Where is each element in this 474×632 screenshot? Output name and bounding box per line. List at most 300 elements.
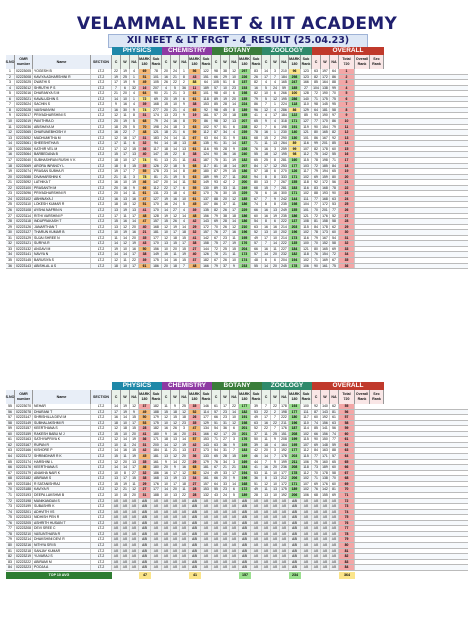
score-cell: 19 xyxy=(130,437,139,442)
score-cell: AB xyxy=(239,504,251,509)
serial-number: 27 xyxy=(6,214,15,219)
serial-number: 8 xyxy=(6,108,15,113)
score-cell: 4 xyxy=(180,208,189,213)
score-cell: 10 xyxy=(271,230,280,235)
score-cell: 16 xyxy=(262,421,271,426)
score-cell: AB xyxy=(130,526,139,531)
score-cell: 80 xyxy=(251,180,262,185)
score-cell: 76 xyxy=(212,460,221,465)
score-cell: AB xyxy=(262,504,271,509)
score-cell: 20 xyxy=(130,225,139,230)
score-cell: 277 xyxy=(151,108,162,113)
score-cell: 23 xyxy=(221,236,230,241)
student-name: SATHYAPRIYA K xyxy=(33,437,91,442)
score-cell: 270 xyxy=(280,169,289,174)
score-cell: 72 xyxy=(139,97,151,102)
score-cell: AB xyxy=(151,565,162,570)
score-cell: 71 xyxy=(330,158,339,163)
score-cell: 2 xyxy=(271,410,280,415)
score-cell: 10 xyxy=(230,258,239,263)
score-cell: 91 xyxy=(151,158,162,163)
result-table-1 xyxy=(5,47,468,268)
score-cell: 68 xyxy=(312,493,321,498)
score-cell: 123 xyxy=(301,75,312,80)
score-cell: 67 xyxy=(212,258,221,263)
score-cell: AB xyxy=(221,532,230,537)
score-cell: 25 xyxy=(262,158,271,163)
score-cell: AB xyxy=(330,549,339,554)
score-cell: 198 xyxy=(289,202,301,207)
score-cell: 90 xyxy=(312,437,321,442)
score-cell: 02223222 xyxy=(15,559,32,564)
score-cell: 58 xyxy=(330,241,339,246)
score-cell: 192 xyxy=(321,415,330,420)
score-cell: 8 xyxy=(262,175,271,180)
score-cell: 17 xyxy=(171,482,180,487)
score-cell: 17 xyxy=(130,465,139,470)
score-cell: 10 xyxy=(121,247,130,252)
score-cell: AB xyxy=(230,504,239,509)
score-cell: 24 xyxy=(171,69,180,74)
score-cell: AB xyxy=(171,543,180,548)
score-cell: LT-2 xyxy=(91,487,112,492)
score-cell: 78 xyxy=(151,69,162,74)
score-cell: 189 xyxy=(201,175,212,180)
score-cell: 170 xyxy=(151,202,162,207)
score-cell: 8 xyxy=(130,113,139,118)
score-cell: 43 xyxy=(139,241,151,246)
score-cell: 14 xyxy=(121,236,130,241)
score-cell: 61 xyxy=(189,147,201,152)
score-cell: AB xyxy=(271,565,280,570)
score-cell: 117 xyxy=(151,147,162,152)
score-cell: 5 xyxy=(180,175,189,180)
score-cell: 168 xyxy=(239,482,251,487)
score-cell: AB xyxy=(251,499,262,504)
student-name: BARUSIYA S xyxy=(33,258,91,263)
score-cell: 14 xyxy=(271,241,280,246)
score-cell: 117 xyxy=(301,169,312,174)
score-cell: AB xyxy=(271,543,280,548)
score-cell: 19 xyxy=(162,214,171,219)
serial-number: 76 xyxy=(6,521,15,526)
score-cell: 17 xyxy=(112,141,121,146)
score-cell: 7 xyxy=(262,125,271,130)
score-cell: 56 xyxy=(339,410,355,415)
score-cell: 02223141 xyxy=(15,252,32,257)
score-cell: 12 xyxy=(171,443,180,448)
score-cell: 15 xyxy=(230,454,239,459)
score-cell: 55 xyxy=(212,487,221,492)
score-cell: LT-2 xyxy=(91,410,112,415)
score-cell: 3 xyxy=(180,125,189,130)
score-cell: 155 xyxy=(239,113,251,118)
score-cell: 69 xyxy=(139,69,151,74)
score-cell: AB xyxy=(330,515,339,520)
score-cell: 45 xyxy=(139,454,151,459)
score-cell: 82 xyxy=(212,208,221,213)
score-cell: AB xyxy=(151,504,162,509)
score-cell: 13 xyxy=(230,119,239,124)
score-cell: 21 xyxy=(139,230,151,235)
score-cell: 45 xyxy=(221,108,230,113)
score-cell: 35 xyxy=(189,404,201,409)
score-cell: 58 xyxy=(330,219,339,224)
student-name: KAVIYA R xyxy=(33,487,91,492)
score-cell: 16 xyxy=(262,208,271,213)
score-cell: AB xyxy=(201,549,212,554)
score-cell: 15 xyxy=(112,482,121,487)
score-cell: 9 xyxy=(262,119,271,124)
score-cell: 39 xyxy=(139,258,151,263)
score-cell: 7 xyxy=(130,169,139,174)
score-cell: 21 xyxy=(171,75,180,80)
score-cell: 45 xyxy=(189,202,201,207)
score-cell: LT-2 xyxy=(91,208,112,213)
score-cell: 11 xyxy=(162,448,171,453)
score-cell: 70 xyxy=(189,119,201,124)
serial-number: 77 xyxy=(6,526,15,531)
score-cell: 27 xyxy=(221,230,230,235)
score-cell: 61 xyxy=(189,97,201,102)
score-cell: 79 xyxy=(212,264,221,269)
score-cell: 02223088 xyxy=(15,174,32,179)
score-cell: 02223040 xyxy=(15,157,32,162)
serial-number: 22 xyxy=(6,186,15,191)
score-cell: 88 xyxy=(330,80,339,85)
score-cell: 31 xyxy=(139,113,151,118)
score-cell: 43 xyxy=(189,75,201,80)
score-cell: 116 xyxy=(201,147,212,152)
score-cell: 10 xyxy=(121,432,130,437)
score-cell: 131 xyxy=(151,191,162,196)
score-cell: 26 xyxy=(251,75,262,80)
score-cell: 85 xyxy=(301,113,312,118)
score-cell: 85 xyxy=(330,141,339,146)
score-cell: 10 xyxy=(162,482,171,487)
score-cell: 42 xyxy=(189,219,201,224)
score-cell: 97 xyxy=(330,113,339,118)
score-cell: 170 xyxy=(151,208,162,213)
score-cell: 17 xyxy=(121,152,130,157)
score-cell: 197 xyxy=(321,69,330,74)
score-cell: 211 xyxy=(289,460,301,465)
score-cell: 74 xyxy=(251,202,262,207)
score-cell: 28 xyxy=(221,454,230,459)
score-cell: 48 xyxy=(251,258,262,263)
score-cell: 14 xyxy=(112,465,121,470)
score-cell: 22 xyxy=(271,404,280,409)
score-cell: 26 xyxy=(171,219,180,224)
score-cell: AB xyxy=(312,560,321,565)
score-cell: 20 xyxy=(121,91,130,96)
score-cell: 9 xyxy=(230,264,239,269)
score-cell: 135 xyxy=(201,208,212,213)
score-cell: 02223012 xyxy=(15,85,32,90)
column-header: C xyxy=(212,55,221,69)
score-cell: AB xyxy=(189,554,201,559)
score-cell: 70 xyxy=(139,125,151,130)
score-cell: 14 xyxy=(230,102,239,107)
score-cell: 9 xyxy=(230,476,239,481)
column-header: C xyxy=(312,390,321,404)
score-cell: 15 xyxy=(171,415,180,420)
score-cell: 57 xyxy=(339,415,355,420)
score-cell: 54 xyxy=(212,448,221,453)
score-cell: 02223198 xyxy=(15,498,32,503)
score-cell: 128 xyxy=(151,214,162,219)
score-cell: 151 xyxy=(280,432,289,437)
score-cell: 02223179 xyxy=(15,470,32,475)
score-cell: 157 xyxy=(239,80,251,85)
score-cell: 189 xyxy=(239,108,251,113)
score-cell: 72 xyxy=(339,499,355,504)
score-cell: AB xyxy=(139,504,151,509)
score-cell: 195 xyxy=(280,152,289,157)
score-cell: 02223219 xyxy=(15,554,32,559)
score-cell: AB xyxy=(112,565,121,570)
score-cell: 6 xyxy=(262,258,271,263)
score-cell: 7 xyxy=(262,241,271,246)
score-cell: 98 xyxy=(212,69,221,74)
score-cell: LT-2 xyxy=(91,554,112,559)
score-cell: 15 xyxy=(130,426,139,431)
score-cell: 7 xyxy=(271,186,280,191)
score-cell: AB xyxy=(289,510,301,515)
score-cell: 82 xyxy=(251,91,262,96)
score-cell: AB xyxy=(230,532,239,537)
score-cell: 178 xyxy=(280,454,289,459)
student-name: SUBHALAKSHMI R xyxy=(33,421,91,426)
score-cell: 55 xyxy=(251,264,262,269)
score-cell: LT-2 xyxy=(91,113,112,118)
score-cell: 16 xyxy=(230,230,239,235)
score-cell: LT-2 xyxy=(91,108,112,113)
score-cell: 15 xyxy=(112,432,121,437)
student-name: ABISHLAL A S xyxy=(33,264,91,269)
score-cell: 60 xyxy=(330,147,339,152)
score-cell: 62 xyxy=(330,404,339,409)
score-cell: 65 xyxy=(212,454,221,459)
serial-number: 55 xyxy=(6,404,15,409)
score-cell: LT-2 xyxy=(91,537,112,542)
serial-number: 1 xyxy=(6,69,15,74)
score-cell: 190 xyxy=(321,91,330,96)
score-cell: 18 xyxy=(180,482,189,487)
score-cell: 61 xyxy=(189,197,201,202)
score-cell: 65 xyxy=(251,158,262,163)
student-name: ARORA INFANCY L xyxy=(33,164,91,169)
score-cell: 21 xyxy=(112,91,121,96)
score-cell: 12 xyxy=(230,421,239,426)
score-cell: 177 xyxy=(289,164,301,169)
column-header: NA xyxy=(330,390,339,404)
score-cell: AB xyxy=(130,499,139,504)
score-cell: LT-2 xyxy=(91,421,112,426)
score-cell: 40 xyxy=(139,225,151,230)
score-cell: AB xyxy=(330,537,339,542)
score-cell: 17 xyxy=(230,208,239,213)
score-cell: 7 xyxy=(262,102,271,107)
score-cell: 202 xyxy=(280,230,289,235)
score-cell: 27 xyxy=(221,437,230,442)
score-cell: 99 xyxy=(330,86,339,91)
serial-number: 79 xyxy=(6,537,15,542)
score-cell: 18 xyxy=(162,437,171,442)
score-cell: 24 xyxy=(162,136,171,141)
score-cell: 27 xyxy=(130,471,139,476)
score-cell: 16 xyxy=(171,119,180,124)
score-cell: 40 xyxy=(139,152,151,157)
score-cell: 17 xyxy=(171,186,180,191)
score-cell: 8 xyxy=(180,119,189,124)
score-cell: 72 xyxy=(330,252,339,257)
score-cell: 23 xyxy=(221,415,230,420)
score-cell: 62 xyxy=(212,432,221,437)
score-cell: 143 xyxy=(201,219,212,224)
score-cell: 19 xyxy=(221,97,230,102)
score-cell: 55 xyxy=(139,169,151,174)
group-header-physics: PHYSICS xyxy=(112,382,162,390)
score-cell: 20 xyxy=(171,247,180,252)
score-cell: 72 xyxy=(312,91,321,96)
column-header: OMR number xyxy=(15,390,33,404)
score-cell: AB xyxy=(130,510,139,515)
score-cell: AB xyxy=(280,549,289,554)
serial-number: 68 xyxy=(6,476,15,481)
score-cell: 18 xyxy=(262,152,271,157)
score-cell: 16 xyxy=(121,219,130,224)
score-cell: AB xyxy=(201,532,212,537)
score-cell: 166 xyxy=(201,264,212,269)
score-cell: 55 xyxy=(251,152,262,157)
score-cell: 183 xyxy=(289,186,301,191)
score-cell: AB xyxy=(171,537,180,542)
score-cell: 69 xyxy=(312,175,321,180)
column-header: Total 720 xyxy=(339,390,355,404)
column-header: Sec Rank xyxy=(370,55,384,69)
score-cell: 155 xyxy=(321,493,330,498)
score-cell: 22 xyxy=(171,80,180,85)
score-cell: 66 xyxy=(139,186,151,191)
score-cell: 71 xyxy=(312,258,321,263)
score-cell: 151 xyxy=(201,75,212,80)
column-header: SECTION xyxy=(91,55,112,69)
score-cell: AB xyxy=(171,549,180,554)
column-header: MARK 180 xyxy=(289,55,301,69)
score-cell: LT-2 xyxy=(91,471,112,476)
score-cell: 14 xyxy=(180,214,189,219)
student-name: NIDHISH PEN R xyxy=(33,515,91,520)
score-cell: 88 xyxy=(312,191,321,196)
score-cell: 37 xyxy=(139,404,151,409)
score-cell: 106 xyxy=(301,264,312,269)
score-cell: 16 xyxy=(112,180,121,185)
score-cell: 51 xyxy=(212,421,221,426)
score-cell: AB xyxy=(151,521,162,526)
score-cell: 35 xyxy=(189,421,201,426)
score-cell: 121 xyxy=(301,130,312,135)
score-cell: 20 xyxy=(130,493,139,498)
score-cell: AB xyxy=(121,499,130,504)
score-cell: 27 xyxy=(301,86,312,91)
score-cell: 63 xyxy=(189,125,201,130)
score-cell: 242 xyxy=(280,197,289,202)
score-cell: 10 xyxy=(271,493,280,498)
score-cell: 63 xyxy=(189,91,201,96)
score-cell: 6 xyxy=(121,86,130,91)
score-cell: 181 xyxy=(321,108,330,113)
score-cell: AB xyxy=(162,504,171,509)
score-cell: AB xyxy=(271,510,280,515)
score-cell: 156 xyxy=(321,421,330,426)
score-cell: 23 xyxy=(162,191,171,196)
score-cell: AB xyxy=(151,499,162,504)
score-cell: 124 xyxy=(201,471,212,476)
score-cell: AB xyxy=(130,554,139,559)
score-cell: 19 xyxy=(121,80,130,85)
score-cell: LT-2 xyxy=(91,454,112,459)
score-cell: 02223159 xyxy=(15,431,32,436)
score-cell: 105 xyxy=(212,80,221,85)
score-cell: 14 xyxy=(121,465,130,470)
serial-number: 59 xyxy=(6,426,15,431)
score-cell: 32 xyxy=(139,141,151,146)
score-cell: LT-2 xyxy=(91,214,112,219)
score-cell: 02223008 xyxy=(15,74,32,79)
score-cell: AB xyxy=(262,499,271,504)
score-cell: 02223201 xyxy=(15,509,32,514)
score-cell: 15 xyxy=(130,448,139,453)
score-cell: 192 xyxy=(280,493,289,498)
score-cell: 31 xyxy=(221,141,230,146)
score-cell: 110 xyxy=(301,102,312,107)
score-cell: 28 xyxy=(221,147,230,152)
score-cell: 12 xyxy=(230,69,239,74)
score-cell: 15 xyxy=(162,252,171,257)
score-cell: 63 xyxy=(251,225,262,230)
score-cell: 17 xyxy=(112,214,121,219)
score-cell: 02223147 xyxy=(15,415,32,420)
score-cell: 169 xyxy=(321,258,330,263)
score-cell: 226 xyxy=(239,147,251,152)
score-cell: 210 xyxy=(280,69,289,74)
score-cell: 8 xyxy=(262,202,271,207)
score-cell: 20 xyxy=(271,252,280,257)
score-cell: 11 xyxy=(121,141,130,146)
score-cell: 6 xyxy=(230,91,239,96)
score-cell: 13 xyxy=(271,208,280,213)
score-cell: 115 xyxy=(301,454,312,459)
score-cell: 5 xyxy=(130,119,139,124)
score-cell: 23 xyxy=(171,113,180,118)
score-cell: 02223163 xyxy=(15,437,32,442)
score-cell: 17 xyxy=(130,264,139,269)
score-cell: 105 xyxy=(151,80,162,85)
score-cell: 22 xyxy=(121,130,130,135)
score-cell: 11 xyxy=(121,214,130,219)
score-cell: 14 xyxy=(130,219,139,224)
score-cell: AB xyxy=(289,543,301,548)
score-cell: 16 xyxy=(162,471,171,476)
score-cell: 48 xyxy=(189,141,201,146)
score-cell: 02223118 xyxy=(15,219,33,224)
student-name: ABHINAYA J xyxy=(33,197,91,202)
student-name: ABIRAMI M xyxy=(33,560,91,565)
student-name: PRIYADHARSHINI S xyxy=(33,113,91,118)
score-cell: 7 xyxy=(130,130,139,135)
score-cell: 10 xyxy=(230,415,239,420)
